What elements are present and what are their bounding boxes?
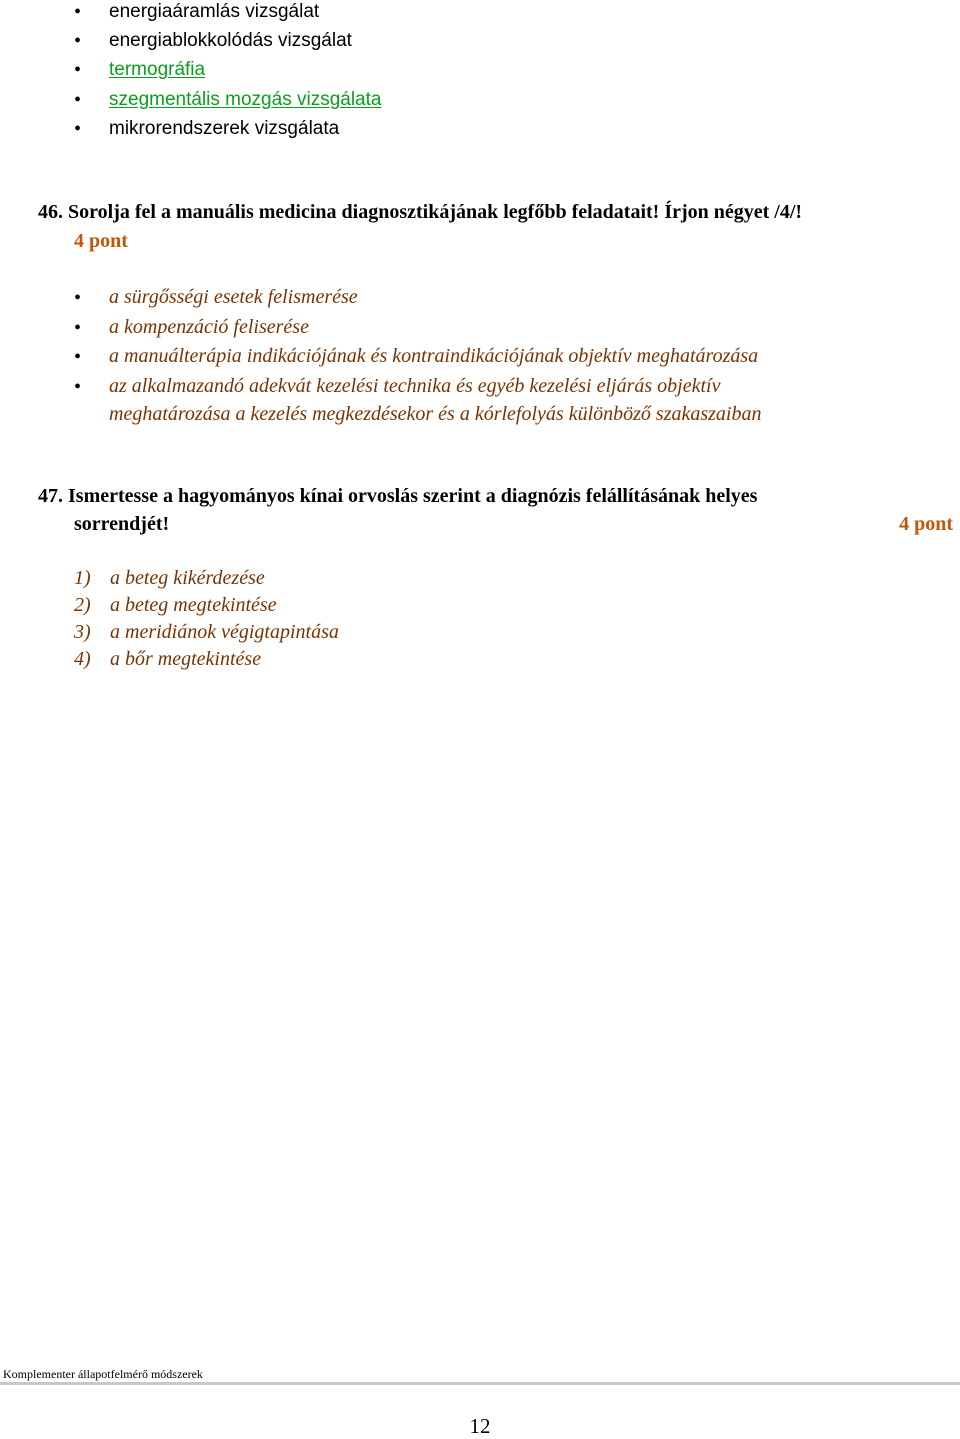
answer-item: az alkalmazandó adekvát kezelési technika és egyéb kezelési eljárás objektív (109, 375, 721, 397)
numbered-item (74, 619, 339, 645)
answer-item: a sürgősségi esetek felismerése (109, 286, 358, 308)
list-item: energiaáramlás vizsgálat (109, 1, 320, 22)
bullet-icon: • (74, 346, 82, 368)
bullet-icon: • (74, 59, 82, 81)
item-number: 2) (74, 594, 91, 616)
item-text: a meridiánok végigtapintása (110, 621, 339, 643)
item-number: 1) (74, 567, 91, 589)
bullet-icon: • (74, 30, 82, 52)
list-item: energiablokkolódás vizsgálat (109, 30, 352, 51)
bullet-icon: • (74, 1, 82, 23)
answer-item: a kompenzáció feliserése (109, 316, 309, 338)
list-item: mikrorendszerek vizsgálata (109, 118, 340, 139)
numbered-item (74, 565, 265, 591)
list-item-link[interactable]: termográfia (109, 59, 206, 80)
item-text: a beteg kikérdezése (110, 567, 265, 589)
bullet-icon: • (74, 118, 82, 140)
bullet-icon: • (74, 89, 82, 111)
answer-item: a manuálterápia indikációjának és kontraindikációjának objektív meghatározása (109, 345, 759, 367)
bullet-icon: • (74, 317, 82, 339)
question-46-points: 4 pont (74, 230, 128, 252)
question-46-title: 46. Sorolja fel a manuális medicina diagnosztikájának legfőbb feladatait! Írjon négyet /4/! (38, 201, 803, 223)
item-text: a bőr megtekintése (110, 648, 262, 670)
bullet-icon: • (74, 287, 82, 309)
footer-divider (0, 1382, 960, 1385)
page-number: 12 (469, 1414, 491, 1438)
list-item-link[interactable]: szegmentális mozgás vizsgálata (109, 89, 382, 110)
answer-item-continued: meghatározása a kezelés megkezdésekor és a kórlefolyás különböző szakaszaiban (109, 403, 762, 425)
item-text: a beteg megtekintése (110, 594, 277, 616)
question-47-title-line2: sorrendjét! (74, 513, 170, 535)
item-number: 4) (74, 648, 91, 670)
footer-title: Komplementer állapotfelmérő módszerek (3, 1367, 203, 1381)
bullet-icon: • (74, 376, 82, 398)
numbered-item (74, 646, 261, 672)
numbered-item (74, 592, 277, 618)
item-number: 3) (74, 621, 91, 643)
question-47-title: 47. Ismertesse a hagyományos kínai orvoslás szerint a diagnózis felállításának helyes (38, 485, 758, 507)
question-47-points: 4 pont (899, 513, 953, 535)
